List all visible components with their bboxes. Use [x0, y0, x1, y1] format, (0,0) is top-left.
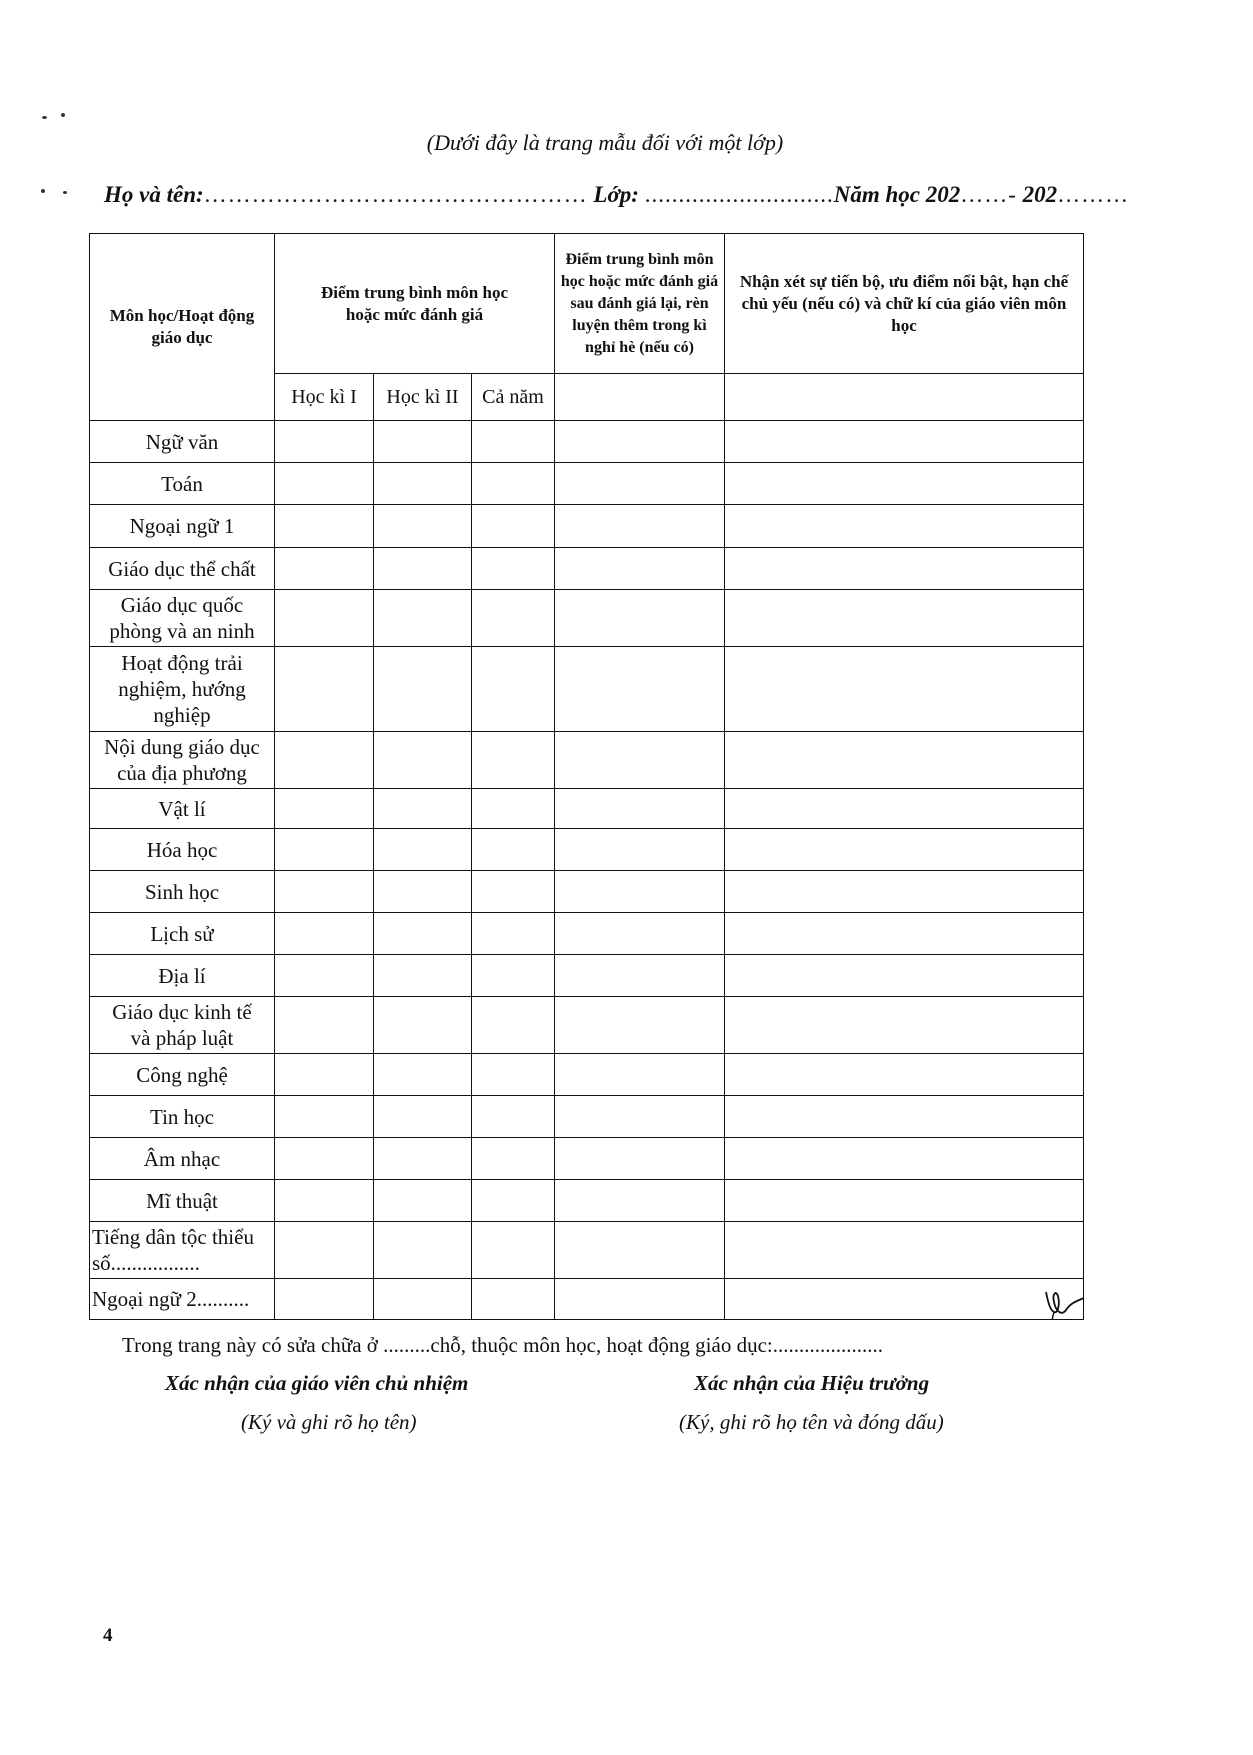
score-cell[interactable] [275, 548, 374, 590]
comment-cell[interactable] [725, 421, 1084, 463]
table-row [90, 1138, 1084, 1180]
retest-cell[interactable] [555, 1054, 725, 1096]
table-row [90, 1180, 1084, 1222]
table-row [90, 548, 1084, 590]
table-row [90, 997, 1084, 1054]
score-cell[interactable] [374, 732, 472, 789]
table-row [90, 732, 1084, 789]
full-year-header: Cả năm [472, 374, 555, 421]
comment-column-header: Nhận xét sự tiến bộ, ưu điểm nổi bật, hạn chế chủ yếu (nếu có) và chữ kí của giáo viên môn học [725, 234, 1084, 374]
class-label: Lớp: [593, 182, 639, 207]
score-cell[interactable] [374, 548, 472, 590]
comment-cell[interactable] [725, 1180, 1084, 1222]
scan-speck [61, 113, 65, 117]
subject-name: Toán [90, 463, 275, 505]
comment-cell[interactable] [725, 1279, 1084, 1320]
subject-name: Hóa học [90, 829, 275, 871]
year-label: Năm học 202 [833, 182, 961, 207]
score-cell[interactable] [472, 548, 555, 590]
year-label-end: 202 [1022, 182, 1058, 207]
comment-cell[interactable] [725, 1054, 1084, 1096]
subject-name: Nội dung giáo dục của địa phương [90, 732, 275, 789]
homeroom-teacher-signature-note: (Ký và ghi rõ họ tên) [241, 1410, 417, 1434]
subject-name: Tin học [90, 1096, 275, 1138]
retest-cell[interactable] [555, 829, 725, 871]
comment-cell[interactable] [725, 732, 1084, 789]
retest-cell[interactable] [555, 421, 725, 463]
subject-name: Công nghệ [90, 1054, 275, 1096]
score-cell[interactable] [275, 421, 374, 463]
score-cell[interactable] [374, 647, 472, 732]
retest-cell[interactable] [555, 732, 725, 789]
score-cell[interactable] [472, 647, 555, 732]
subject-name: Giáo dục kinh tế và pháp luật [90, 997, 275, 1054]
scan-speck [63, 191, 67, 194]
teacher-initials-scribble [1040, 1282, 1088, 1322]
score-cell[interactable] [275, 1054, 374, 1096]
comment-cell[interactable] [725, 913, 1084, 955]
table-row [90, 871, 1084, 913]
score-cell[interactable] [472, 1180, 555, 1222]
score-cell[interactable] [374, 1222, 472, 1279]
table-row [90, 505, 1084, 548]
term1-header: Học kì I [275, 374, 374, 421]
table-row [90, 955, 1084, 997]
subject-name: Tiếng dân tộc thiểu số................. [90, 1222, 275, 1279]
score-cell[interactable] [275, 1279, 374, 1320]
year-field-start[interactable]: ……- [960, 182, 1017, 207]
score-cell[interactable] [275, 955, 374, 997]
comment-cell[interactable] [725, 463, 1084, 505]
score-cell[interactable] [472, 421, 555, 463]
table-row [90, 789, 1084, 829]
subject-name: Mĩ thuật [90, 1180, 275, 1222]
year-field-end[interactable]: ……… [1057, 182, 1130, 207]
page-number: 4 [103, 1625, 113, 1646]
score-cell[interactable] [374, 1279, 472, 1320]
retest-cell[interactable] [555, 1180, 725, 1222]
score-cell[interactable] [275, 997, 374, 1054]
name-field[interactable]: ………………………………………… [203, 182, 588, 207]
score-cell[interactable] [275, 463, 374, 505]
score-cell[interactable] [374, 955, 472, 997]
student-info-line [104, 182, 1129, 208]
term2-header: Học kì II [374, 374, 472, 421]
table-row [90, 647, 1084, 732]
scan-speck [41, 189, 45, 193]
score-cell[interactable] [472, 1054, 555, 1096]
subject-name: Ngoại ngữ 2.......... [90, 1279, 275, 1320]
table-row [90, 1054, 1084, 1096]
table-row [90, 1222, 1084, 1279]
comment-cell[interactable] [725, 1138, 1084, 1180]
score-cell[interactable] [374, 1138, 472, 1180]
subject-name: Lịch sử [90, 913, 275, 955]
score-cell[interactable] [275, 1138, 374, 1180]
subject-name: Ngoại ngữ 1 [90, 505, 275, 548]
principal-signature-note: (Ký, ghi rõ họ tên và đóng dấu) [679, 1410, 944, 1434]
score-cell[interactable] [472, 505, 555, 548]
retest-cell[interactable] [555, 548, 725, 590]
form-note: (Dưới đây là trang mẫu đối với một lớp) [426, 130, 784, 155]
retest-cell[interactable] [555, 1279, 725, 1320]
retest-cell[interactable] [555, 955, 725, 997]
score-cell[interactable] [275, 732, 374, 789]
score-cell[interactable] [374, 590, 472, 647]
score-cell[interactable] [374, 463, 472, 505]
subject-name: Âm nhạc [90, 1138, 275, 1180]
score-cell[interactable] [275, 871, 374, 913]
scan-speck [42, 116, 47, 119]
score-cell[interactable] [374, 505, 472, 548]
retest-cell[interactable] [555, 871, 725, 913]
homeroom-teacher-confirmation-title: Xác nhận của giáo viên chủ nhiệm [165, 1371, 469, 1395]
score-cell[interactable] [472, 590, 555, 647]
score-cell[interactable] [275, 647, 374, 732]
score-cell[interactable] [472, 732, 555, 789]
score-cell[interactable] [275, 1222, 374, 1279]
score-cell[interactable] [472, 1279, 555, 1320]
comment-cell[interactable] [725, 997, 1084, 1054]
retest-cell[interactable] [555, 1096, 725, 1138]
retest-cell[interactable] [555, 463, 725, 505]
comment-cell[interactable] [725, 955, 1084, 997]
subject-name: Vật lí [90, 789, 275, 829]
score-cell[interactable] [472, 1138, 555, 1180]
score-cell[interactable] [472, 955, 555, 997]
score-cell[interactable] [275, 1180, 374, 1222]
table-row [90, 829, 1084, 871]
score-cell[interactable] [374, 1096, 472, 1138]
comment-cell[interactable] [725, 829, 1084, 871]
score-cell[interactable] [472, 789, 555, 829]
comment-cell[interactable] [725, 548, 1084, 590]
score-cell[interactable] [472, 1222, 555, 1279]
score-cell[interactable] [275, 789, 374, 829]
score-cell[interactable] [472, 463, 555, 505]
subject-name: Sinh học [90, 871, 275, 913]
table-row [90, 421, 1084, 463]
score-column-header: Điểm trung bình môn học hoặc mức đánh giá [275, 234, 555, 374]
score-cell[interactable] [374, 421, 472, 463]
comment-cell[interactable] [725, 647, 1084, 732]
retest-cell[interactable] [555, 997, 725, 1054]
retest-cell[interactable] [555, 647, 725, 732]
score-cell[interactable] [472, 1096, 555, 1138]
score-cell[interactable] [275, 913, 374, 955]
score-cell[interactable] [374, 913, 472, 955]
score-cell[interactable] [374, 789, 472, 829]
grades-table [89, 233, 1084, 1320]
score-cell[interactable] [374, 829, 472, 871]
score-cell[interactable] [374, 871, 472, 913]
retest-cell[interactable] [555, 590, 725, 647]
table-row [90, 590, 1084, 647]
score-cell[interactable] [472, 871, 555, 913]
score-cell[interactable] [275, 829, 374, 871]
score-cell[interactable] [275, 1096, 374, 1138]
subject-name: Hoạt động trải nghiệm, hướng nghiệp [90, 647, 275, 732]
subject-column-header: Môn học/Hoạt động giáo dục [90, 234, 275, 421]
table-row [90, 1279, 1084, 1320]
retest-cell[interactable] [555, 374, 725, 421]
score-cell[interactable] [472, 997, 555, 1054]
comment-cell[interactable] [725, 505, 1084, 548]
retest-cell[interactable] [555, 505, 725, 548]
table-row [90, 463, 1084, 505]
retest-cell[interactable] [555, 789, 725, 829]
comment-cell[interactable] [725, 1096, 1084, 1138]
score-cell[interactable] [374, 1054, 472, 1096]
score-cell[interactable] [374, 1180, 472, 1222]
class-field[interactable]: ............................ [644, 182, 834, 207]
subject-name: Giáo dục thể chất [90, 548, 275, 590]
subject-name: Ngữ văn [90, 421, 275, 463]
comment-cell[interactable] [725, 789, 1084, 829]
retest-column-header: Điểm trung bình môn học hoặc mức đánh giá sau đánh giá lại, rèn luyện thêm trong kì nghỉ hè (nếu có) [555, 234, 725, 374]
name-label: Họ và tên: [104, 182, 204, 207]
table-row [90, 1096, 1084, 1138]
correction-note: Trong trang này có sửa chữa ở .........chỗ, thuộc môn học, hoạt động giáo dục:..................... [122, 1333, 883, 1357]
subject-name: Giáo dục quốc phòng và an ninh [90, 590, 275, 647]
comment-cell[interactable] [725, 374, 1084, 421]
comment-cell[interactable] [725, 1222, 1084, 1279]
score-cell[interactable] [275, 590, 374, 647]
comment-cell[interactable] [725, 590, 1084, 647]
retest-cell[interactable] [555, 1138, 725, 1180]
score-cell[interactable] [374, 997, 472, 1054]
retest-cell[interactable] [555, 913, 725, 955]
score-cell[interactable] [275, 505, 374, 548]
comment-cell[interactable] [725, 871, 1084, 913]
principal-confirmation-title: Xác nhận của Hiệu trưởng [694, 1371, 930, 1395]
retest-cell[interactable] [555, 1222, 725, 1279]
score-cell[interactable] [472, 913, 555, 955]
subject-name: Địa lí [90, 955, 275, 997]
score-cell[interactable] [472, 829, 555, 871]
table-row [90, 913, 1084, 955]
